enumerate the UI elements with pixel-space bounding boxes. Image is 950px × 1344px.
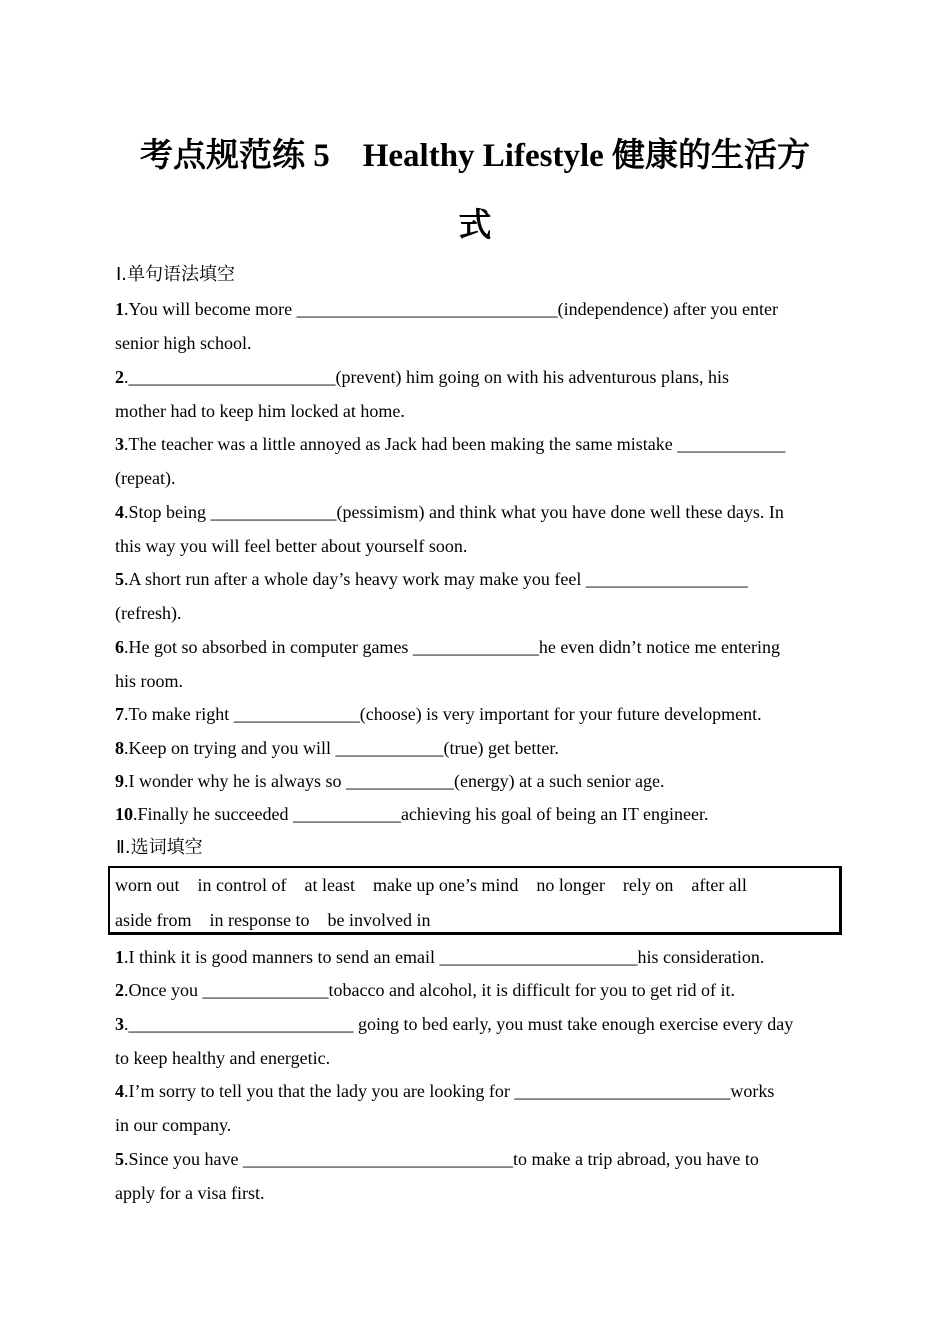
question-number: 9	[115, 771, 124, 791]
question-text: (refresh).	[115, 603, 182, 623]
question-text: .I wonder why he is always so ____________(energy) at a such senior age.	[124, 771, 665, 791]
question-number: 1	[115, 299, 124, 319]
question-line	[115, 702, 762, 726]
question-number: 1	[115, 947, 124, 967]
question-text: .Stop being ______________(pessimism) and think what you have done well these days. In	[124, 502, 784, 522]
question-text: ._________________________ going to bed early, you must take enough exercise every day	[124, 1014, 794, 1034]
question-text: .He got so absorbed in computer games ______________he even didn’t notice me entering	[124, 637, 781, 657]
page-title-continued: 式	[458, 208, 492, 244]
section-1-heading: Ⅰ.单句语法填空	[116, 264, 236, 285]
question-line	[115, 500, 784, 524]
page-title: 考点规范练 5 Healthy Lifestyle 健康的生活方	[139, 138, 811, 174]
question-number: 3	[115, 1014, 124, 1034]
question-line	[115, 1012, 793, 1036]
question-text: .Once you ______________tobacco and alcohol, it is difficult for you to get rid of it.	[124, 980, 736, 1000]
question-number: 6	[115, 637, 124, 657]
question-text: .I’m sorry to tell you that the lady you are looking for ________________________works	[124, 1081, 775, 1101]
question-line	[115, 669, 183, 693]
question-line	[115, 466, 175, 490]
question-line	[115, 432, 785, 456]
question-text: .A short run after a whole day’s heavy work may make you feel __________________	[124, 569, 748, 589]
word-bank-line-2: aside from in response to be involved in	[115, 910, 431, 930]
question-text: .Finally he succeeded ____________achieving his goal of being an IT engineer.	[133, 804, 709, 824]
question-line	[115, 978, 735, 1002]
question-line	[115, 736, 559, 760]
question-number: 5	[115, 569, 124, 589]
question-text: .Keep on trying and you will ____________(true) get better.	[124, 738, 559, 758]
question-line	[115, 567, 748, 591]
question-line	[115, 1113, 231, 1137]
question-line	[115, 1147, 759, 1171]
word-bank-line-1: worn out in control of at least make up one’s mind no longer rely on after all	[115, 875, 747, 895]
question-number: 4	[115, 502, 124, 522]
question-number: 8	[115, 738, 124, 758]
question-line	[115, 399, 405, 423]
question-line	[115, 802, 709, 826]
question-text: apply for a visa first.	[115, 1183, 265, 1203]
question-text: to keep healthy and energetic.	[115, 1048, 331, 1068]
question-line	[115, 1079, 774, 1103]
question-text: .To make right ______________(choose) is very important for your future development.	[124, 704, 762, 724]
question-text: .Since you have ______________________________to make a trip abroad, you have to	[124, 1149, 759, 1169]
question-number: 2	[115, 980, 124, 1000]
question-line	[115, 1181, 264, 1205]
question-text: .I think it is good manners to send an email ______________________his consideration.	[124, 947, 765, 967]
question-text: senior high school.	[115, 333, 252, 353]
question-number: 10	[115, 804, 133, 824]
question-text: ._______________________(prevent) him going on with his adventurous plans, his	[124, 367, 729, 387]
question-line	[115, 1046, 330, 1070]
question-line	[115, 601, 181, 625]
question-text: in our company.	[115, 1115, 232, 1135]
question-line	[115, 635, 780, 659]
question-text: this way you will feel better about yourself soon.	[115, 536, 468, 556]
question-number: 7	[115, 704, 124, 724]
question-line	[115, 534, 467, 558]
question-line	[115, 365, 729, 389]
question-number: 5	[115, 1149, 124, 1169]
question-line	[115, 945, 764, 969]
question-line	[115, 331, 252, 355]
question-number: 4	[115, 1081, 124, 1101]
question-text: his room.	[115, 671, 184, 691]
section-2-heading: Ⅱ.选词填空	[116, 837, 203, 858]
question-text: .You will become more _____________________________(independence) after you enter	[124, 299, 779, 319]
question-number: 3	[115, 434, 124, 454]
question-text: (repeat).	[115, 468, 176, 488]
question-line	[115, 769, 665, 793]
question-number: 2	[115, 367, 124, 387]
question-text: .The teacher was a little annoyed as Jack had been making the same mistake ____________	[124, 434, 786, 454]
question-text: mother had to keep him locked at home.	[115, 401, 405, 421]
question-line	[115, 297, 778, 321]
